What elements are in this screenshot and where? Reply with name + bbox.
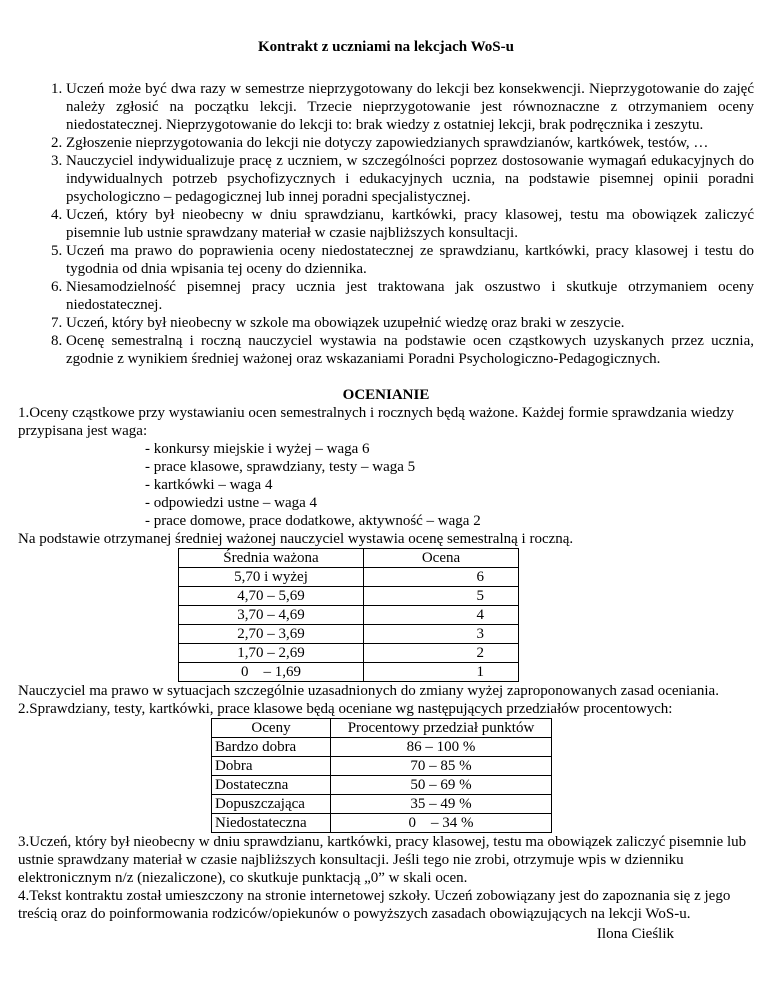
table-cell: 3,70 – 4,69 xyxy=(179,606,364,625)
table-cell: Dostateczna xyxy=(212,776,331,795)
rule-item: 1. Uczeń może być dwa razy w semestrze nieprzygotowany do lekcji bez konsekwencji. Nieprzygotowanie do zajęć należy zgłosić na początku lekcji. Trzecie nieprzygotowanie jest równoznaczne z otrzymaniem oceny niedostatecznej. Nieprzygotowanie do lekcji to: brak wiedzy z ostatniej lekcji, brak podręcznika i zeszytu. xyxy=(66,80,754,134)
table-cell: 1,70 – 2,69 xyxy=(179,644,364,663)
absence-rule: 3.Uczeń, który był nieobecny w dniu sprawdzianu, kartkówki, pracy klasowej, testu ma obowiązek zaliczyć pisemnie lub ustnie sprawdzany materiał w czasie najbliższych konsultacji. Jeśli tego nie zrobi, otrzymuje wpis w dzienniku elektronicznym n/z (niezaliczone), co skutkuje punktacją „0” w skali ocen. xyxy=(18,834,747,886)
table-cell: Bardzo dobra xyxy=(212,738,331,757)
teacher-right-note: Nauczyciel ma prawo w sytuacjach szczególnie uzasadnionych do zmiany wyżej zaproponowanych zasad oceniania. xyxy=(18,683,719,699)
table-row xyxy=(212,795,552,814)
table-row xyxy=(179,587,519,606)
weight-item: - prace domowe, prace dodatkowe, aktywność – waga 2 xyxy=(145,513,481,529)
table-cell: 5 xyxy=(364,587,519,606)
grading-heading: OCENIANIE xyxy=(342,387,430,403)
table-cell: 2,70 – 3,69 xyxy=(179,625,364,644)
rules-list xyxy=(18,80,754,368)
table-row xyxy=(179,625,519,644)
table-cell: 6 xyxy=(364,568,519,587)
column-header: Ocena xyxy=(364,549,519,568)
column-header: Średnia ważona xyxy=(179,549,364,568)
table-row xyxy=(179,644,519,663)
table-row xyxy=(179,568,519,587)
table-cell: 3 xyxy=(364,625,519,644)
table-header-row xyxy=(179,549,519,568)
table-row xyxy=(212,776,552,795)
weight-item: - prace klasowe, sprawdziany, testy – waga 5 xyxy=(145,459,416,475)
website-rule: 4.Tekst kontraktu został umieszczony na stronie internetowej szkoły. Uczeń zobowiązany jest do zapoznania się z jego treścią oraz do poinformowania rodziców/opiekunów o powyższych zasadach obowiązujących na lekcji WoS-u. xyxy=(18,888,731,922)
table-cell: 50 – 69 % xyxy=(331,776,552,795)
average-grade-table xyxy=(178,548,519,682)
table-cell: Dopuszczająca xyxy=(212,795,331,814)
table-row xyxy=(212,814,552,833)
table-row xyxy=(179,606,519,625)
rule-item: 8. Ocenę semestralną i roczną nauczyciel wystawia na podstawie ocen cząstkowych uzyskanych przez ucznia, zgodnie z wynikiem średniej ważonej oraz wskazaniami Poradni Psychologiczno-Pedagogicznych. xyxy=(66,332,754,368)
rule-item: 4. Uczeń, który był nieobecny w dniu sprawdzianu, kartkówki, pracy klasowej, testu ma obowiązek zaliczyć pisemnie lub ustnie sprawdzany materiał w czasie najbliższych konsultacji. xyxy=(66,206,754,242)
table-cell: 86 – 100 % xyxy=(331,738,552,757)
rule-item: 7. Uczeń, który był nieobecny w szkole ma obowiązek uzupełnić wiedzę oraz braki w zeszycie. xyxy=(66,314,754,332)
table-cell: 35 – 49 % xyxy=(331,795,552,814)
average-intro: Na podstawie otrzymanej średniej ważonej nauczyciel wystawia ocenę semestralną i roczną. xyxy=(18,531,574,547)
column-header: Oceny xyxy=(212,719,331,738)
table-header-row xyxy=(212,719,552,738)
table-row xyxy=(212,757,552,776)
table-row xyxy=(212,738,552,757)
rule-item: 2. Zgłoszenie nieprzygotowania do lekcji nie dotyczy zapowiedzianych sprawdzianów, kartkówek, testów, … xyxy=(66,134,754,152)
table-cell: 4 xyxy=(364,606,519,625)
rule-item: 5. Uczeń ma prawo do poprawienia oceny niedostatecznej ze sprawdzianu, kartkówki, pracy klasowej i testu do tygodnia od dnia wpisania tej oceny do dziennika. xyxy=(66,242,754,278)
document-title: Kontrakt z uczniami na lekcjach WoS-u xyxy=(258,39,514,55)
table-row xyxy=(179,663,519,682)
table-cell: 1 xyxy=(364,663,519,682)
column-header: Procentowy przedział punktów xyxy=(331,719,552,738)
percentage-table xyxy=(211,718,552,833)
table-cell: 5,70 i wyżej xyxy=(179,568,364,587)
weight-item: - kartkówki – waga 4 xyxy=(145,477,273,493)
grading-intro: 1.Oceny cząstkowe przy wystawianiu ocen semestralnych i rocznych będą ważone. Każdej formie sprawdzania wiedzy przypisana jest waga: xyxy=(18,405,734,439)
table-cell: 70 – 85 % xyxy=(331,757,552,776)
percentage-intro: 2.Sprawdziany, testy, kartkówki, prace klasowe będą oceniane wg następujących przedziałów procentowych: xyxy=(18,701,673,717)
document-page xyxy=(18,14,754,943)
table-cell: 4,70 – 5,69 xyxy=(179,587,364,606)
weights-list xyxy=(18,440,754,530)
table-cell: 0 – 34 % xyxy=(331,814,552,833)
table-cell: 0 – 1,69 xyxy=(179,663,364,682)
table-cell: Niedostateczna xyxy=(212,814,331,833)
table-cell: 2 xyxy=(364,644,519,663)
author-signature: Ilona Cieślik xyxy=(596,926,674,942)
weight-item: - odpowiedzi ustne – waga 4 xyxy=(145,495,318,511)
weight-item: - konkursy miejskie i wyżej – waga 6 xyxy=(145,441,370,457)
rule-item: 3. Nauczyciel indywidualizuje pracę z uczniem, w szczególności poprzez dostosowanie wymagań edukacyjnych do indywidualnych potrzeb psychofizycznych i edukacyjnych ucznia, na podstawie pisemnej opinii poradni psychologiczno – pedagogicznej lub innej poradni specjalistycznej. xyxy=(66,152,754,206)
table-cell: Dobra xyxy=(212,757,331,776)
rule-item: 6. Niesamodzielność pisemnej pracy ucznia jest traktowana jak oszustwo i skutkuje otrzymaniem oceny niedostatecznej. xyxy=(66,278,754,314)
